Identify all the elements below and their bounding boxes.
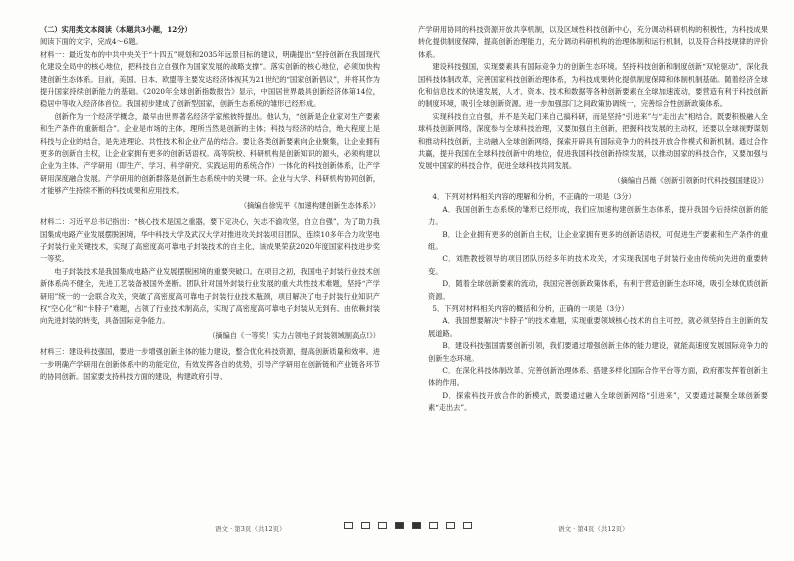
material-two: 材料二：习近平总书记指出：“核心技术是国之重器，要下定决心，矢志不渝攻坚，自立自强”，为了助力我国集成电路产业发展摆脱困境，华中科技大学及武汉大学对推进攻关封装项目团队，连续10多年合力攻坚电子封装行业关键技术，实现了高密度高可靠电子封装技术的自主化，该成果荣获2020年度国家科技进步奖一等奖。 xyxy=(40,217,380,264)
question-5-option-a: A．我国想要解决“卡脖子”的技术难题，实现重要领域核心技术的自主可控，就必须坚持自主创新的发展道路。 xyxy=(428,316,768,338)
column-divider xyxy=(400,20,401,510)
question-5-option-d: D．探索科技开放合作的新模式，既要通过融入全球创新网络“引进来”，又要通过凝聚全球创新要素“走出去”。 xyxy=(428,390,768,413)
question-5-stem: 5．下列对材料相关内容的概括和分析，正确的一项是（3分） xyxy=(432,303,629,313)
registration-mark xyxy=(361,522,370,529)
instruction-text: 阅读下面的文字，完成4～6题。 xyxy=(40,37,143,47)
material-one: 材料一：最近发布的中共中央关于“十四五”规划和2035年远景目标的建议，明确提出“坚持创新在我国现代化建设全局中的核心地位，把科技自立自强作为国家发展的战略支撑”。落实创新的核心地位，必须加快构建创新生态体系。目前，美国、日本、欧盟等主要发达经济体视其为21世纪的“国家创新倡议”，并将其作为提升国家持续创新能力的基础。《2020年全球创新指数报告》显示，中国居世界最具创新经济体第14位，稳居中等收入经济体首位。我国初步建成了创新型国家，创新生态系统的雏形已经形成。 xyxy=(40,49,380,109)
right-column xyxy=(418,24,768,415)
registration-mark xyxy=(463,522,472,529)
material-three-source: （摘编自吕薇《创新引领新时代科技强国建设》） xyxy=(613,175,768,185)
page-footer-right: 语文 · 第4页（共12页） xyxy=(558,525,629,533)
registration-mark xyxy=(378,522,387,529)
material-one-paragraph-2: 创新作为一个经济学概念，最早由世界著名经济学家熊彼特提出。他认为，“创新是企业家对生产要素和生产条件的重新组合”。企业是市场的主体，理所当然是创新的主体；科技与经济的结合，绝大程度上是科技与企业的结合，是先进理论、共性技术和企业产品的结合。要让各类创新要素向企业聚集，让企业拥有更多的创新自主权，让企业家拥有更多的创新话语权。高等院校、科研机构是创新知识的源头，必须构建以企业为主体、产学研用（即生产、学习、科学研究、实践运用的系统合作）一体化的科技创新体系，让产学研用深度融合发展。产学研用的创新群落是创新生态系统中的关键一环。企业与大学、科研机构协同创新，才能够产生持续不断的科技成果和应用技术。 xyxy=(40,111,380,196)
registration-mark xyxy=(412,522,421,529)
material-three: 材料三：建设科技强国，要进一步增强创新主体的能力建设，整合优化科技资源，提高创新质量和效率。进一步明确产学研用在创新体系中的功能定位，有效发挥各自的优势，引导产学研用在创新链和产业链各环节的协同创新。国家要支持科技方面的建设，构建政府引导、 xyxy=(40,347,380,381)
question-4-option-a: A．我国创新生态系统的雏形已经形成，我们应加速构建创新生态体系，提升我国今后持续创新的能力。 xyxy=(428,204,768,227)
section-title: （二）实用类文本阅读（本题共3小题，12分） xyxy=(40,25,192,34)
registration-mark xyxy=(344,522,353,529)
material-two-source: （摘编自《一等奖！实力占领电子封装领域制高点!》） xyxy=(208,330,380,340)
material-three-paragraph-2: 建设科技强国，实现要素具有国际竞争力的创新生态环境。坚持科技创新和制度创新“双轮驱动”，深化我国科技体制改革，完善国家科技创新治理体系，为科技成果转化提供制度保障和体制机制基础。随着经济全球化和信息技术的快速发展，人才、资本、技术和数据等各种创新要素在全球加速流动，要营造有利于科技创新的制度环境，吸引全球创新资源。进一步加强部门之间政策协调统一，完善综合性创新政策体系。 xyxy=(418,62,768,109)
question-5-option-b: B．建设科技强国需要创新引领，我们要通过增强创新主体的能力建设，就能高速度发展国际竞争力的创新生态环境。 xyxy=(428,341,768,363)
question-4-option-d: D．随着全球创新要素的流动，我国完善创新政策体系，有利于营造创新生态环境，吸引全球优质创新资源。 xyxy=(428,279,768,301)
question-4-stem: 4．下列对材料相关内容的理解和分析，不正确的一项是（3分） xyxy=(432,192,636,202)
registration-mark xyxy=(395,522,404,529)
question-4-option-c: C．刘胜教授领导的项目团队历经多年的技术攻关，才实现我国电子封装行业由传统向先进的重要转变。 xyxy=(428,254,768,276)
page-footer-left: 语文 · 第3页（共12页） xyxy=(215,525,286,533)
material-three-paragraph-3: 实现科技自立自强，并不是关起门来自己搞科研，而是坚持“引进来”与“走出去”相结合。既要积极融入全球科技创新网络，深度参与全球科技治理，又要加强自主创新，把握科技发展的主动权，还要以全球视野谋划和推动科技创新，主动融入全球创新网络，探索开辟具有国际竞争力的科技开放合作模式和新机制。通过合作共赢，提升我国在全球科技创新中的地位，促进我国科技创新持续发展，以推动国家的科技合作，又要加强与发展中国家的科技合作，促进全球科技共同发展。 xyxy=(418,111,768,171)
material-three-continued: 产学研用协同的科技资源开放共享机制，以及区域性科技创新中心，充分调动科研机构的积极性，为科技成果转化提供制度保障，提高创新治理能力，充分调动科研机构的治理体制和运行机制，以及符合科技规律的评价体系。 xyxy=(418,25,768,59)
registration-mark xyxy=(429,522,438,529)
left-column xyxy=(40,24,380,383)
question-5-option-c: C．在深化科技体制改革、完善创新治理体系、搭建多样化国际合作平台等方面，政府都发挥着创新主体的作用。 xyxy=(428,365,768,388)
registration-marks xyxy=(344,522,472,529)
material-two-paragraph-2: 电子封装技术是我国集成电路产业发展摆脱困境的重要突破口。在项目之初，我国电子封装行业技术创新体系尚不健全，先进工艺装备被国外垄断。团队针对国外封装行业发展的重大共性技术难题，坚持“产学研用”统一的一会联合攻关，突破了高密度高可靠电子封装行业技术瓶颈，项目解决了电子封装行业知识产权“空心化”和“卡脖子”难题，占领了行业技术制高点，实现了高密度高可靠电子封装从无到有、由依赖封装向先进封装的转变，具备国际竞争能力。 xyxy=(40,266,380,326)
registration-mark xyxy=(446,522,455,529)
material-one-source: （摘编自徐宪平《加速构建创新生态体系》） xyxy=(239,200,380,210)
question-4-option-b: B．让企业拥有更多的创新自主权，让企业家拥有更多的创新话语权，可促进生产要素和生产条件的重组。 xyxy=(428,229,768,251)
